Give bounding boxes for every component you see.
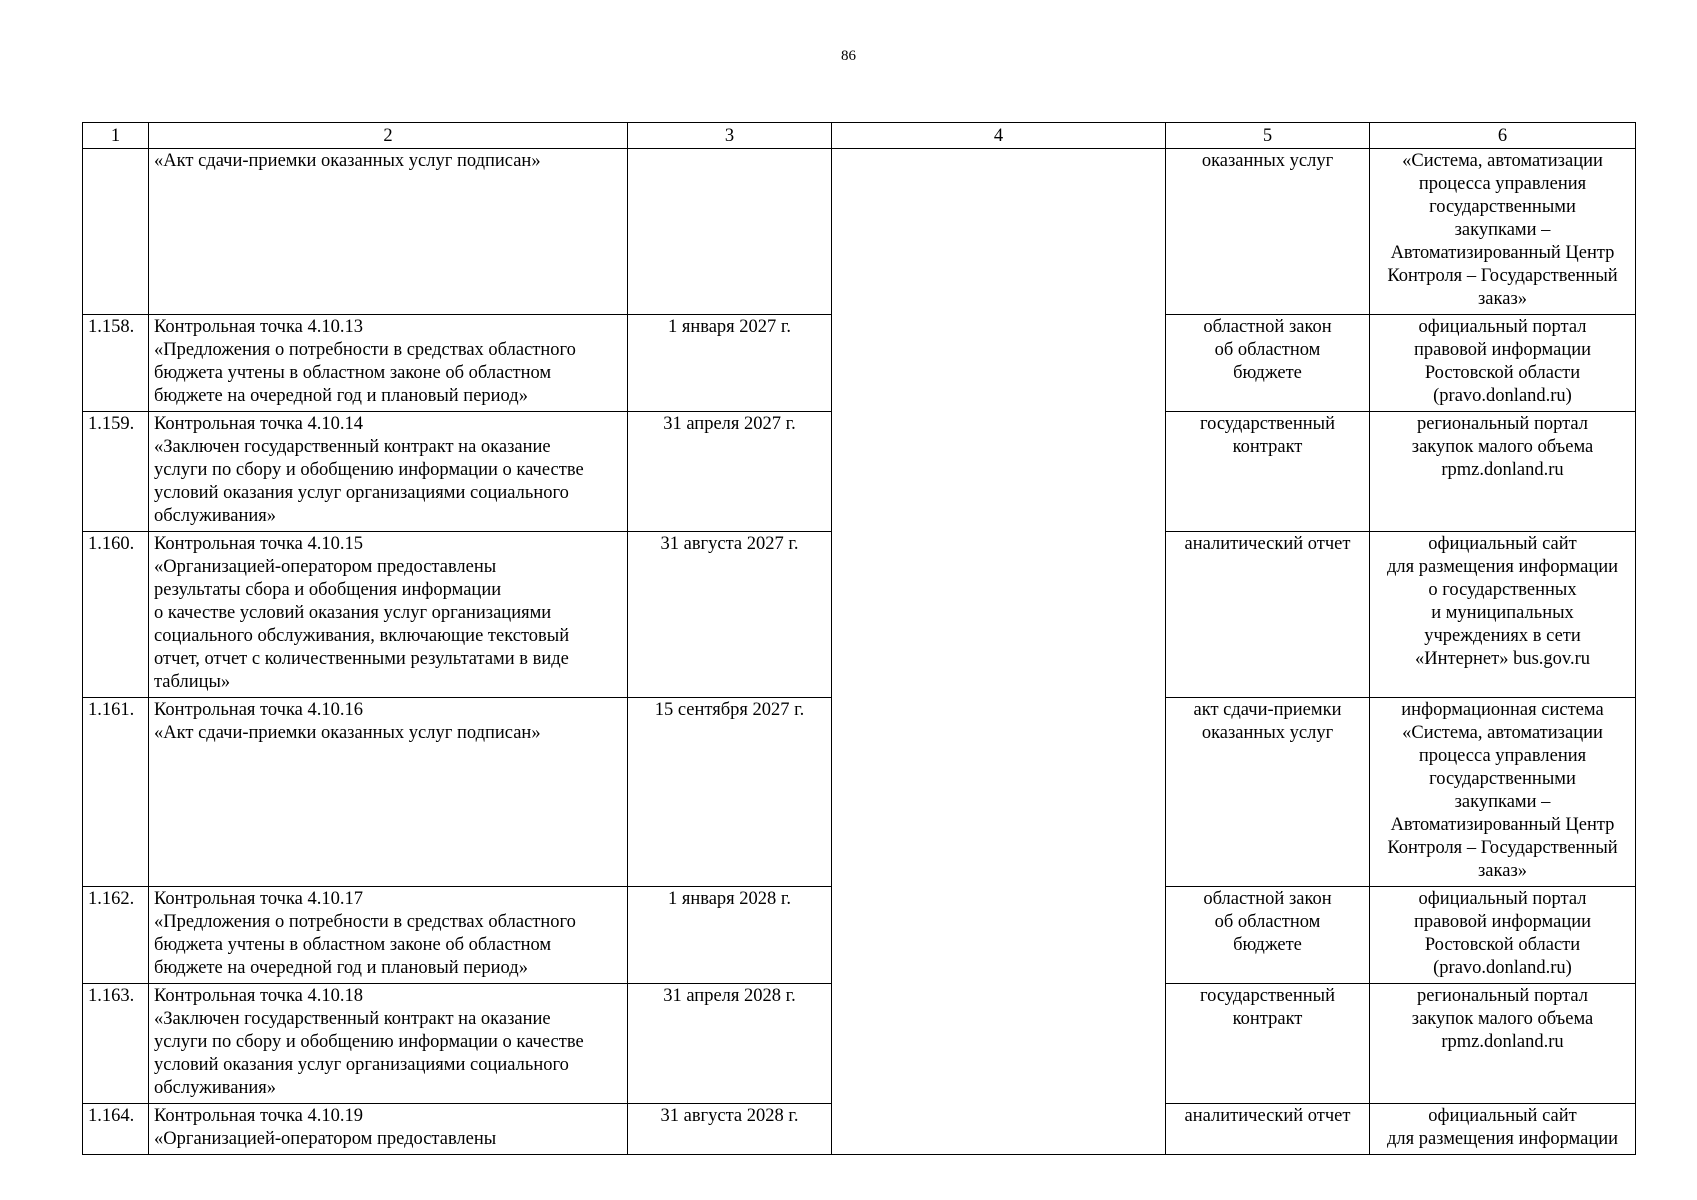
information-source: официальный сайт для размещения информации [1370, 1104, 1636, 1155]
table-row [83, 149, 1636, 315]
control-point-description: Контрольная точка 4.10.13 «Предложения о потребности в средствах областного бюджета учтены в областном законе об областном бюджете на очередной год и плановый период» [149, 315, 628, 412]
document-type: областной закон об областном бюджете [1166, 887, 1370, 984]
information-source: информационная система «Система, автоматизации процесса управления государственными закупками – Автоматизированный Центр Контроля – Государственный заказ» [1370, 698, 1636, 887]
column-header-6: 6 [1370, 123, 1636, 149]
information-source: «Система, автоматизации процесса управления государственными закупками – Автоматизированный Центр Контроля – Государственный заказ» [1370, 149, 1636, 315]
control-point-description: «Акт сдачи-приемки оказанных услуг подписан» [149, 149, 628, 315]
row-number: 1.164. [83, 1104, 149, 1155]
control-point-description: Контрольная точка 4.10.14 «Заключен государственный контракт на оказание услуги по сбору и обобщению информации о качестве условий оказания услуг организациями социального обслуживания» [149, 412, 628, 532]
document-type: аналитический отчет [1166, 532, 1370, 698]
document-type: оказанных услуг [1166, 149, 1370, 315]
deadline-date: 31 апреля 2028 г. [628, 984, 832, 1104]
table-header-row [83, 123, 1636, 149]
deadline-date: 31 августа 2028 г. [628, 1104, 832, 1155]
row-number: 1.158. [83, 315, 149, 412]
information-source: официальный портал правовой информации Ростовской области (pravo.donland.ru) [1370, 887, 1636, 984]
document-type: государственный контракт [1166, 412, 1370, 532]
row-number: 1.161. [83, 698, 149, 887]
deadline-date [628, 149, 832, 315]
row-number: 1.160. [83, 532, 149, 698]
document-type: акт сдачи-приемки оказанных услуг [1166, 698, 1370, 887]
deadline-date: 15 сентября 2027 г. [628, 698, 832, 887]
control-points-table [82, 122, 1636, 1155]
control-point-description: Контрольная точка 4.10.18 «Заключен государственный контракт на оказание услуги по сбору и обобщению информации о качестве условий оказания услуг организациями социального обслуживания» [149, 984, 628, 1104]
page-number: 86 [841, 48, 856, 64]
information-source: официальный портал правовой информации Ростовской области (pravo.donland.ru) [1370, 315, 1636, 412]
column-header-3: 3 [628, 123, 832, 149]
row-number: 1.162. [83, 887, 149, 984]
control-point-description: Контрольная точка 4.10.16 «Акт сдачи-приемки оказанных услуг подписан» [149, 698, 628, 887]
document-type: областной закон об областном бюджете [1166, 315, 1370, 412]
control-point-description: Контрольная точка 4.10.15 «Организацией-оператором предоставлены результаты сбора и обобщения информации о качестве условий оказания услуг организациями социального обслуживания, включающие текстовый отчет, отчет с количественными результатами в виде таблицы» [149, 532, 628, 698]
responsible-column-merged [832, 149, 1166, 1155]
information-source: региональный портал закупок малого объема rpmz.donland.ru [1370, 412, 1636, 532]
column-header-2: 2 [149, 123, 628, 149]
deadline-date: 1 января 2028 г. [628, 887, 832, 984]
row-number: 1.163. [83, 984, 149, 1104]
row-number: 1.159. [83, 412, 149, 532]
deadline-date: 31 апреля 2027 г. [628, 412, 832, 532]
deadline-date: 1 января 2027 г. [628, 315, 832, 412]
column-header-1: 1 [83, 123, 149, 149]
column-header-5: 5 [1166, 123, 1370, 149]
document-type: государственный контракт [1166, 984, 1370, 1104]
information-source: официальный сайт для размещения информации о государственных и муниципальных учреждениях в сети «Интернет» bus.gov.ru [1370, 532, 1636, 698]
control-point-description: Контрольная точка 4.10.19 «Организацией-оператором предоставлены [149, 1104, 628, 1155]
control-point-description: Контрольная точка 4.10.17 «Предложения о потребности в средствах областного бюджета учтены в областном законе об областном бюджете на очередной год и плановый период» [149, 887, 628, 984]
deadline-date: 31 августа 2027 г. [628, 532, 832, 698]
row-number [83, 149, 149, 315]
document-type: аналитический отчет [1166, 1104, 1370, 1155]
information-source: региональный портал закупок малого объема rpmz.donland.ru [1370, 984, 1636, 1104]
column-header-4: 4 [832, 123, 1166, 149]
